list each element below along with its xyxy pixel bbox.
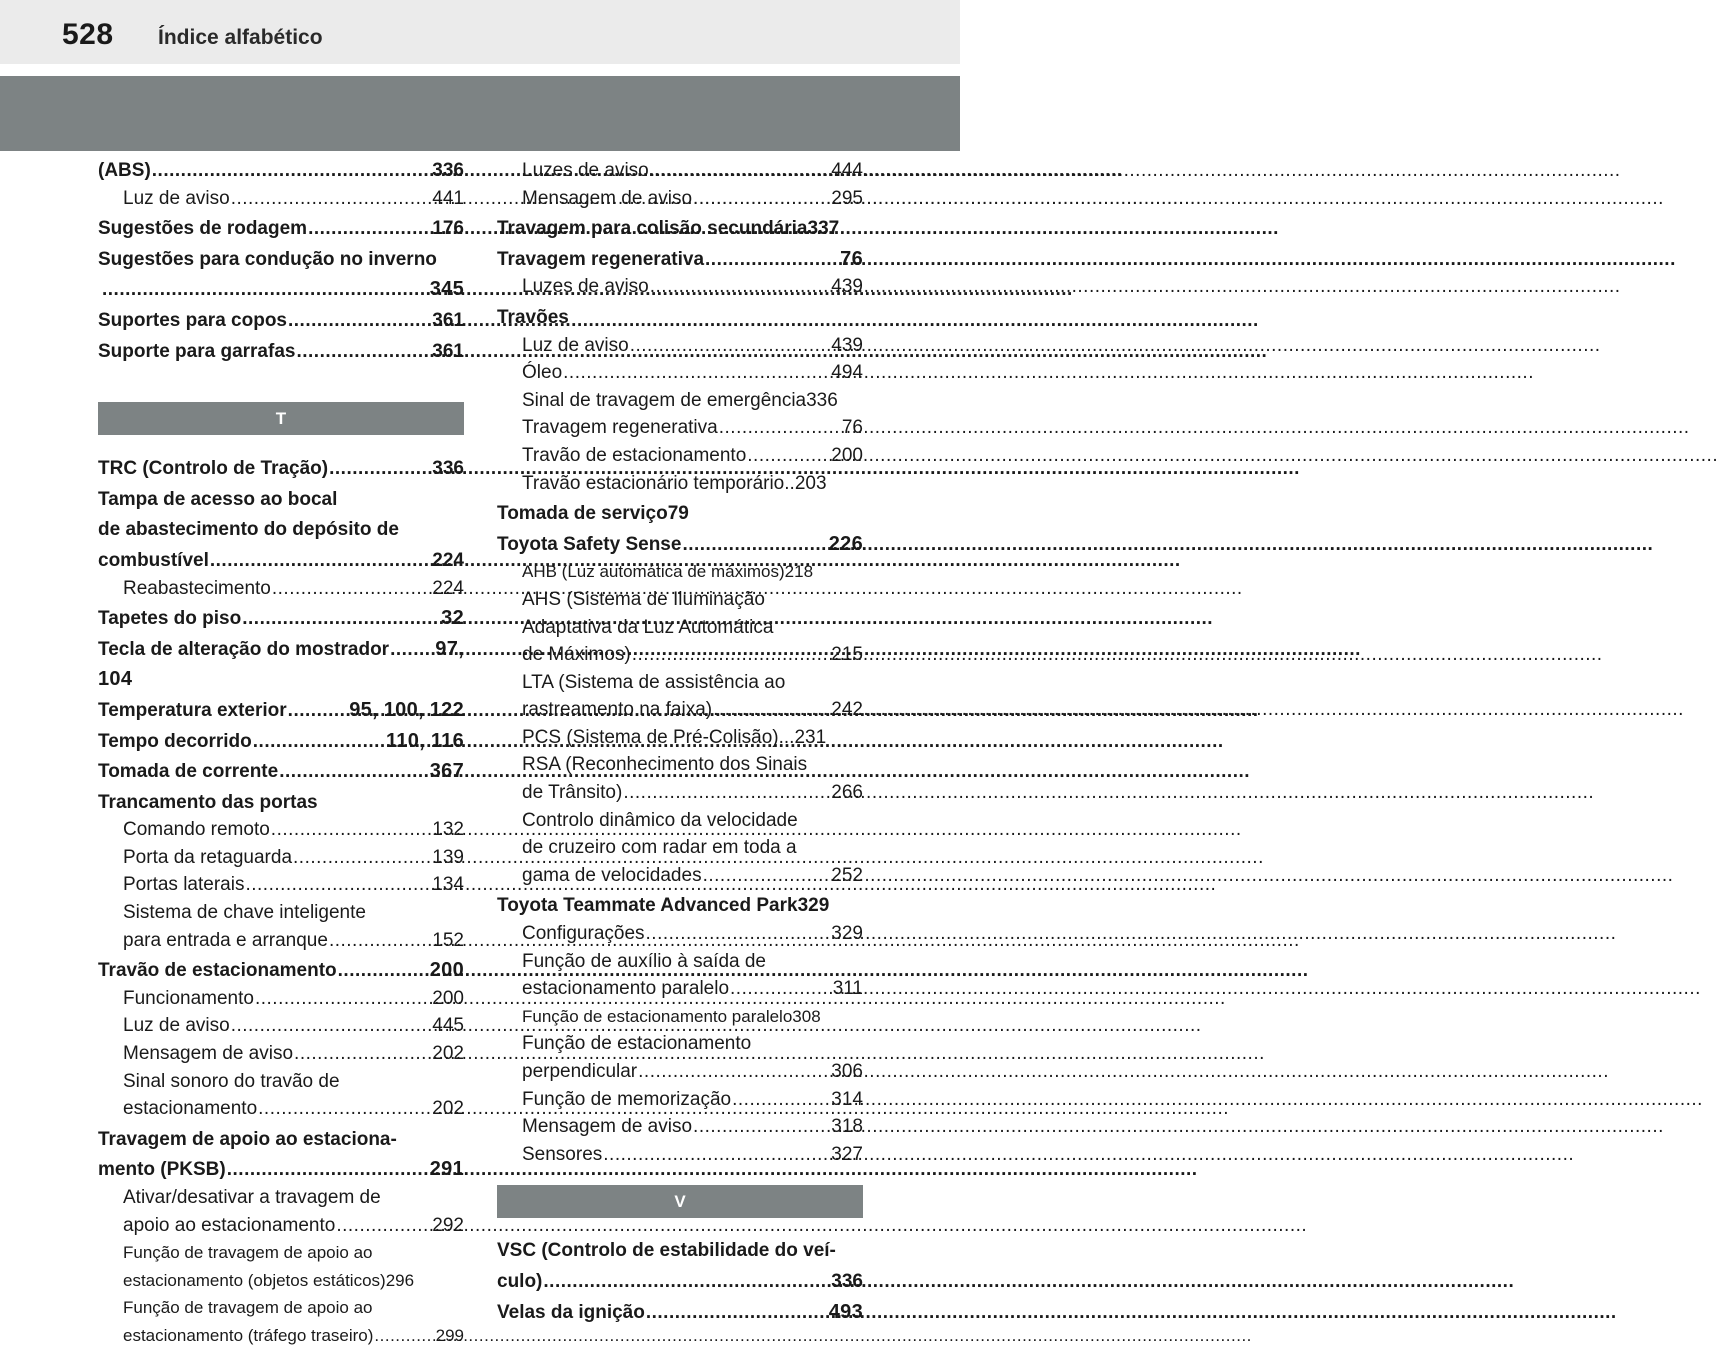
entry-text: Sinal sonoro do travão de: [123, 1070, 340, 1092]
entry-text: Sugestões para condução no inverno: [98, 248, 437, 270]
entry-page: 318: [831, 1116, 863, 1138]
leader-dots: [693, 185, 830, 213]
entry-text: AHS (Sistema de Iluminação: [522, 588, 765, 610]
entry-page: 203: [794, 472, 827, 494]
index-entry: [98, 547, 464, 575]
entry-text: Mensagem de aviso: [522, 187, 693, 209]
index-entry: [497, 1058, 863, 1086]
index-entry: [497, 669, 863, 697]
entry-text: perpendicular: [522, 1061, 638, 1082]
entry-text: Sistema de chave inteligente: [123, 902, 366, 924]
entry-text: Suporte para garrafas: [98, 340, 296, 362]
entry-page: 252: [831, 864, 863, 886]
index-entry: [497, 273, 863, 301]
entry-page: 327: [831, 1143, 863, 1165]
entry-text: Mensagem de aviso: [522, 1116, 693, 1138]
leader-dots: [288, 697, 349, 725]
index-entry: [98, 728, 464, 756]
entry-text: Luz de aviso: [522, 334, 629, 356]
entry-text: Luz de aviso: [123, 187, 230, 209]
entry-text: estacionamento: [123, 1098, 258, 1120]
index-entry: [497, 724, 863, 752]
index-entry: [98, 455, 464, 483]
leader-dots: [308, 215, 431, 243]
entry-text: Travão estacionário temporário: [522, 472, 785, 494]
index-entry: [497, 1003, 863, 1031]
entry-text: Travões: [497, 306, 569, 328]
leader-dots: [747, 442, 830, 470]
leader-dots: [682, 531, 827, 559]
entry-text: PCS (Sistema de Pré-Colisão): [522, 726, 779, 748]
entry-text: Luzes de aviso: [522, 276, 649, 298]
entry-text: rastreamento na faixa): [522, 699, 713, 721]
leader-dots: [272, 575, 431, 603]
leader-dots: [713, 696, 830, 724]
header-bar: [0, 0, 960, 64]
entry-page: 104: [98, 668, 133, 691]
index-entry: [497, 185, 863, 213]
entry-text: Tapetes do piso: [98, 608, 242, 630]
index-entry: [497, 862, 863, 890]
entry-page: 200: [432, 987, 464, 1009]
leader-dots: [336, 1212, 431, 1240]
entry-page: 494: [831, 362, 863, 384]
index-entry: [497, 1030, 863, 1058]
entry-page: 32: [441, 607, 464, 630]
entry-page: 242: [831, 699, 863, 721]
index-entry: [497, 975, 863, 1003]
index-entry: [98, 985, 464, 1013]
entry-text: Portas laterais: [123, 874, 245, 896]
entry-text: Luzes de aviso: [522, 160, 649, 181]
entry-text: Travagem regenerativa: [522, 417, 718, 439]
leader-dots: [638, 1058, 830, 1086]
entry-page: 132: [432, 819, 464, 841]
entry-text: Sensores: [522, 1143, 603, 1165]
entry-page: 202: [432, 1098, 464, 1120]
leader-dots: [732, 1086, 830, 1114]
entry-text: (ABS): [98, 160, 151, 181]
index-entry: [98, 307, 464, 335]
entry-text: RSA (Reconhecimento dos Sinais: [522, 754, 808, 776]
index-entry: [497, 614, 863, 642]
entry-page: 79: [667, 503, 689, 525]
entry-text: Tomada de corrente: [98, 761, 279, 783]
entry-text: Travão de estacionamento: [522, 444, 747, 466]
entry-page: 139: [432, 846, 464, 868]
entry-page: 336: [831, 1270, 863, 1292]
index-entry: [98, 871, 464, 899]
index-entry: [497, 807, 863, 835]
index-entry: [98, 215, 464, 243]
entry-group-t: [98, 455, 464, 1349]
index-entry: [497, 1299, 863, 1327]
entry-text: Função de estacionamento paralelo: [522, 1006, 793, 1026]
header-band: [0, 76, 960, 151]
index-entry: [98, 157, 464, 185]
leader-dots: [271, 816, 432, 844]
index-entry: [98, 605, 464, 633]
leader-dots: [563, 359, 830, 387]
leader-dots: [338, 957, 429, 985]
section-title: Índice alfabético: [158, 26, 323, 49]
entry-text: Toyota Safety Sense: [497, 533, 682, 555]
index-entry: [497, 1237, 863, 1265]
entry-text: Travagem de apoio ao estaciona-: [98, 1128, 397, 1150]
leader-dots: [102, 276, 429, 304]
entry-page: 215: [831, 644, 863, 666]
leader-dots: [253, 728, 385, 756]
entry-text: Travagem para colisão secundária: [497, 218, 808, 240]
entry-page: 329: [797, 895, 830, 917]
leader-dots: [646, 920, 831, 948]
leader-dots: [543, 1268, 830, 1296]
entry-page: 445: [432, 1015, 464, 1037]
index-entry: [98, 185, 464, 213]
entry-text: apoio ao estacionamento: [123, 1214, 336, 1236]
index-entry: [98, 666, 464, 694]
entry-page: 439: [831, 276, 863, 298]
entry-page: 296: [385, 1270, 415, 1290]
leader-dots: [279, 758, 429, 786]
leader-dots: [603, 1141, 830, 1169]
leader-dots: [258, 1095, 431, 1123]
entry-page: 306: [831, 1061, 863, 1082]
index-entry: [98, 1184, 464, 1212]
index-entry: [497, 558, 863, 586]
entry-page: 200: [831, 444, 863, 466]
index-entry: [98, 1322, 464, 1350]
entry-page: 311: [832, 978, 863, 1000]
entry-text: Sugestões de rodagem: [98, 218, 308, 240]
entry-page: 218: [784, 562, 814, 582]
index-entry: [497, 304, 863, 332]
entry-page: 202: [432, 1043, 464, 1065]
leader-dots: [288, 307, 431, 335]
index-entry: [98, 1095, 464, 1123]
index-entry: [497, 948, 863, 976]
index-entry: [98, 899, 464, 927]
leader-dots: [632, 641, 831, 669]
entry-text: de Trânsito): [522, 782, 623, 804]
index-entry: [98, 636, 464, 664]
entry-page: 493: [828, 1300, 863, 1323]
entry-page: 314: [831, 1088, 863, 1110]
index-entry: [98, 1040, 464, 1068]
leader-dots: [245, 871, 431, 899]
index-entry: [497, 500, 863, 528]
entry-text: Funcionamento: [123, 987, 254, 1009]
entry-text: Travão de estacionamento: [98, 960, 337, 982]
entry-text: Função de memorização: [522, 1088, 732, 1110]
entry-text: Controlo dinâmico da velocidade: [522, 809, 798, 831]
entry-page: 224: [432, 577, 464, 599]
leader-dots: [152, 157, 432, 185]
entry-page: 367: [429, 760, 464, 783]
entry-page: 329: [831, 923, 863, 945]
leader-dots: [693, 1113, 830, 1141]
entry-text: combustível: [98, 549, 209, 571]
entry-page: 226: [828, 532, 863, 555]
leader-dots: ...: [778, 726, 795, 748]
index-entry: [497, 414, 863, 442]
leader-dots: [329, 455, 431, 483]
entry-text: TRC (Controlo de Tração): [98, 458, 329, 480]
entry-text: de cruzeiro com radar em toda a: [522, 837, 797, 859]
entry-page: 361: [432, 309, 464, 331]
entry-text: Óleo: [522, 362, 563, 384]
index-entry: [98, 789, 464, 817]
leader-dots: [329, 927, 431, 955]
index-entry: [98, 844, 464, 872]
leader-dots: [646, 1299, 828, 1327]
index-entry: [497, 1113, 863, 1141]
leader-dots: [242, 605, 440, 633]
entry-text: Tecla de alteração do mostrador: [98, 638, 390, 660]
index-entry: [497, 332, 863, 360]
index-entry: [98, 516, 464, 544]
index-entry: [98, 1239, 464, 1267]
index-entry: [497, 157, 863, 185]
leader-dots: [227, 1156, 429, 1184]
index-entry: [497, 246, 863, 274]
entry-page: 439: [831, 334, 863, 356]
entry-page: 441: [432, 187, 464, 209]
entry-text: Travagem regenerativa: [497, 248, 705, 270]
index-entry: [98, 1012, 464, 1040]
entry-group-t-cont: [497, 157, 863, 1168]
index-entry: [497, 834, 863, 862]
index-entry: [98, 957, 464, 985]
entry-page: 336: [432, 160, 464, 181]
index-entry: [497, 359, 863, 387]
entry-text: Função de auxílio à saída de: [522, 950, 767, 972]
entry-page: 97,: [435, 637, 464, 660]
entry-page: 336: [806, 389, 838, 411]
index-entry: [497, 751, 863, 779]
entry-page: 95, 100, 122: [349, 698, 464, 721]
entry-text: VSC (Controlo de estabilidade do veí-: [497, 1240, 836, 1262]
entry-text: de Máximos): [522, 644, 631, 666]
index-entry: [98, 1267, 464, 1295]
entry-text: Tempo decorrido: [98, 730, 252, 752]
entry-page: 295: [831, 187, 863, 209]
entry-text: Reabastecimento: [123, 577, 271, 599]
entry-text: Tampa de acesso ao bocal: [98, 488, 338, 510]
entry-text: Trancamento das portas: [98, 791, 318, 813]
index-entry: [98, 246, 464, 274]
entry-text: Comando remoto: [123, 819, 270, 841]
letter-divider-v: V: [497, 1185, 863, 1218]
leader-dots: [231, 1012, 432, 1040]
entry-text: Função de travagem de apoio ao: [123, 1298, 373, 1318]
leader-dots: [650, 157, 831, 185]
index-entry: [497, 387, 863, 415]
leader-dots: [210, 547, 431, 575]
entry-text: Função de estacionamento: [522, 1033, 752, 1055]
entry-page: 76: [840, 247, 863, 270]
leader-dots: [231, 185, 432, 213]
entry-page: 231: [794, 726, 827, 748]
leader-dots: [390, 636, 434, 664]
entry-page: 299: [435, 1325, 464, 1345]
index-entry: [98, 338, 464, 366]
entry-page: 76: [841, 417, 863, 439]
index-entry: [98, 1294, 464, 1322]
entry-page: 337: [807, 218, 840, 240]
index-entry: [98, 927, 464, 955]
index-entry: [497, 215, 863, 243]
entry-text: estacionamento paralelo: [522, 978, 730, 1000]
entry-text: Adaptativa da Luz Automática: [522, 616, 774, 638]
entry-text: Ativar/desativar a travagem de: [123, 1187, 381, 1208]
entry-text: Tomada de serviço: [497, 503, 668, 525]
entry-text: Toyota Teammate Advanced Park: [497, 895, 798, 917]
entry-page: 266: [831, 782, 863, 804]
leader-dots: [705, 246, 839, 274]
entry-page: 152: [432, 929, 464, 951]
leader-dots: [294, 1040, 431, 1068]
entry-text: Mensagem de aviso: [123, 1043, 294, 1065]
index-entry: [497, 586, 863, 614]
index-entry: [497, 892, 863, 920]
index-entry: [497, 1141, 863, 1169]
index-entry: [497, 920, 863, 948]
index-entry: [98, 758, 464, 786]
entry-text: mento (PKSB): [98, 1159, 226, 1181]
leader-dots: ..: [784, 472, 795, 494]
entry-page: 176: [432, 218, 464, 240]
entry-text: de abastecimento do depósito de: [98, 519, 399, 541]
index-entry: [98, 276, 464, 304]
leader-dots: [730, 975, 832, 1003]
entry-text: Configurações: [522, 923, 645, 945]
index-column-left: [98, 157, 464, 1350]
index-entry: [98, 1068, 464, 1096]
entry-page: 110, 116: [385, 729, 464, 752]
entry-group-v: [497, 1237, 863, 1326]
entry-group-s-end: [98, 157, 464, 365]
index-entry: [497, 531, 863, 559]
entry-page: 336: [432, 458, 464, 480]
leader-dots: [703, 862, 831, 890]
leader-dots: [719, 414, 841, 442]
entry-page: 444: [831, 160, 863, 181]
entry-page: 345: [429, 278, 464, 301]
leader-dots: [374, 1322, 434, 1350]
leader-dots: [255, 985, 431, 1013]
index-entry: [98, 1126, 464, 1154]
index-column-right: [497, 157, 863, 1326]
index-entry: [497, 1086, 863, 1114]
index-entry: [98, 1212, 464, 1240]
entry-page: 308: [792, 1006, 821, 1026]
index-entry: [98, 697, 464, 725]
entry-text: para entrada e arranque: [123, 929, 328, 951]
index-entry: [497, 641, 863, 669]
entry-text: gama de velocidades: [522, 864, 702, 886]
index-entry: [497, 696, 863, 724]
index-entry: [497, 442, 863, 470]
entry-text: LTA (Sistema de assistência ao: [522, 671, 786, 693]
entry-page: 200: [429, 959, 464, 982]
leader-dots: [293, 844, 431, 872]
leader-dots: [650, 273, 831, 301]
entry-page: 361: [432, 340, 464, 362]
letter-divider-t: T: [98, 402, 464, 435]
page-number: 528: [62, 18, 114, 51]
entry-text: culo): [497, 1270, 543, 1292]
leader-dots: [296, 338, 431, 366]
entry-text: Velas da ignição: [497, 1301, 645, 1323]
entry-text: Luz de aviso: [123, 1015, 230, 1037]
entry-text: Sinal de travagem de emergência: [522, 389, 807, 411]
index-entry: [497, 470, 863, 498]
entry-page: 134: [432, 874, 464, 896]
entry-text: AHB (Luz automática de máximos): [522, 562, 785, 582]
index-entry: [98, 486, 464, 514]
index-entry: [98, 575, 464, 603]
entry-page: 224: [432, 549, 464, 571]
entry-text: Suportes para copos: [98, 309, 287, 331]
index-entry: [497, 1268, 863, 1296]
entry-page: 291: [429, 1158, 464, 1181]
entry-text: Temperatura exterior: [98, 699, 287, 721]
leader-dots: [623, 779, 830, 807]
entry-text: estacionamento (tráfego traseiro): [123, 1325, 374, 1345]
index-entry: [98, 816, 464, 844]
index-entry: [98, 1156, 464, 1184]
entry-text: Função de travagem de apoio ao: [123, 1243, 373, 1263]
entry-text: estacionamento (objetos estáticos): [123, 1270, 386, 1290]
leader-dots: [630, 332, 831, 360]
entry-text: Porta da retaguarda: [123, 846, 293, 868]
entry-page: 292: [432, 1214, 464, 1236]
index-entry: [497, 779, 863, 807]
